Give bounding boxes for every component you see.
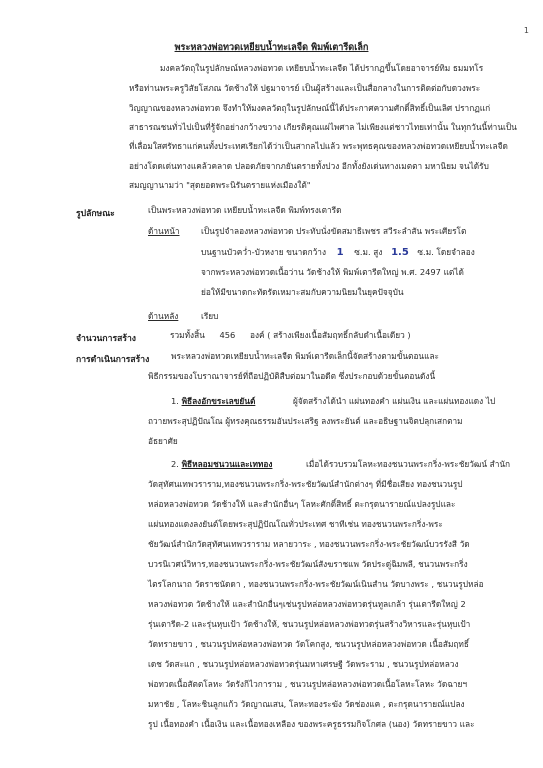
document-title: พระหลวงพ่อทวดเหยียบน้ำทะเลจืด พิมพ์เตารีดเล็ก [174,43,369,53]
front-line-1: เป็นรูปจำลองหลวงพ่อทวด ประทับนั่งขัดสมาธิเพชร สวีระลำสัน พระเศียรโต [201,226,467,236]
back-label: ด้านหลัง [148,311,179,321]
step1-number: 1. [171,396,179,406]
step1-title: พิธีลงอักขระเลขยันต์ [181,396,256,406]
step2-number: 2. [171,459,179,469]
intro-line-4: สาธารณชนทั่วไปเป็นที่รู้จักอย่างกว้างขวาง เกียรติคุณแผ่ไพศาล ไม่เพียงแต่ชาวไทยเท่านั้น ในทุกวันนี้ท่านเป็น [129,122,517,132]
intro-line-2: หรือท่านพระครูวิสัยโสภณ วัดช้างให้ ปฐมาจารย์ เป็นผู้สร้างและเป็นสื่อกลางในการติดต่อกับดวงพระ [129,83,481,93]
process-label: การดำเนินการสร้าง [76,355,150,365]
step1-line-2: ถวายพระสุปฏิปัณโณ ผู้ทรงคุณธรรมอันประเสริฐ ลงพระยันต์ และอธิษฐานจิตปลุกเสกตาม [148,416,463,426]
step2-line-13: มหาชัย , โลหะชินลูกแก้ว วัดญาณเสน, โลหะทองระฆัง วัดช่องแค , ตะกรุดนารายณ์แปลง [148,699,465,709]
front-line-3: จากพระหลวงพ่อทวดเนื้อว่าน วัดช้างให้ พิมพ์เตารีดใหญ่ พ.ศ. 2497 แต่ได้ [201,267,464,277]
step1-line-3: อัธยาศัย [148,436,178,446]
step2-line-3: หล่อหลวงพ่อทวด วัดช้างให้ และสำนักอื่นๆ โลหะศักดิ์สิทธิ์ ตะกรุดนารายณ์แปลงรูปและ [148,499,456,509]
step2-heading [171,455,272,475]
intro-line-3: วิญญาณของหลวงพ่อทวด จึงทำให้มงคลวัตถุในรูปลักษณ์นี้ได้ประกาศความศักดิ์สิทธิ์เป็นเลิศ ปรากฏแก่ [129,103,491,113]
step1-heading [171,392,255,412]
intro-line-6: อย่างโดดเด่นทางแคล้วคลาด ปลอดภัยจากภยันตรายทั้งปวง อีกทั้งยังเด่นทางเมตตา มหานิยม จนได้รับ [129,161,489,171]
process-line-1: พระหลวงพ่อทวดเหยียบน้ำทะเลจืด พิมพ์เตารีดเล็กนี้จัดสร้างตามขั้นตอนและ [171,351,439,361]
step2-line-7: ไตรโลกนาถ วัดราชนัดดา , ทองชนวนพระกริ่ง-พระชัยวัฒน์เนินสำน วัดบางพระ , ชนวนรูปหล่อ [148,579,484,589]
quantity-value: 456 [219,330,236,340]
step2-line-2: วัดสุทัศนเทพวราราม,ทองชนวนพระกริ่ง-พระชัยวัฒน์สำนักต่างๆ ที่มีชื่อเสียง ทองชนวนรูป [148,479,463,489]
step2-line-5: ชัยวัฒน์สำนักวัดสุทัศนเทพวราราม หลายวาระ , ทองชนวนพระกริ่ง-พระชัยวัฒน์บวรรังสี วัด [148,539,470,549]
intro-line-1: มงคลวัตถุในรูปลักษณ์หลวงพ่อทวด เหยียบน้ำทะเลจืด ได้ปรากฏขึ้นโดยอาจารย์ทิม ธมมทโร [160,63,484,73]
quantity-suffix: องค์ ( สร้างเพียงเนื้อสัมฤทธิ์กลับดำเนื้อเดียว ) [249,330,411,340]
form-text: เป็นพระหลวงพ่อทวด เหยียบน้ำทะเลจืด พิมพ์ทรงเตารีด [148,205,342,215]
step2-title: พิธีหลอมชนวนและเททอง [181,459,273,469]
step2-line-4: แผ่นทองแดงลงยันต์โดยพระสุปฏิปัณโณทั่วประเทศ ชาทีเช่น ทองชนวนพระกริ่ง-พระ [148,519,443,529]
quantity-label: จำนวนการสร้าง [76,334,136,344]
front-line-2-unit-a: ซ.ม. สูง [354,247,383,257]
step2-line-14: รูป เนื้อทองคำ เนื้อเงิน และเนื้อทองเหลือง ของพระครูธรรมกิจโกศล (นอง) วัดทรายขาว และ [148,719,475,729]
front-line-2-unit-b: ซ.ม. โดยจำลอง [417,247,475,257]
step2-line-11: เดช วัดสะแก , ชนวนรูปหล่อหลวงพ่อทวดรุ่นมหาเศรษฐี วัดพระราม , ชนวนรูปหล่อหลวง [148,659,459,669]
height-value: 1.5 [391,247,409,258]
step2-line-8: หลวงพ่อทวด วัดช้างให้ และสำนักอื่นๆเช่นรูปหล่อหลวงพ่อทวดรุ่นทูลเกล้า รุ่นเตารีดใหญ่ 2 [148,599,466,609]
front-line-2-text: บนฐานบัวคว่ำ-บัวหงาย ขนาดกว้าง [201,247,327,257]
form-label: รูปลักษณะ [76,209,115,219]
process-line-2: พิธีกรรมของโบราณาจารย์ที่ถือปฏิบัติสืบต่อมาในอดีต ซึ่งประกอบด้วยขั้นตอนดังนี้ [148,371,436,381]
step2-line-6: บวรนิเวศน์วิหาร,ทองชนวนพระกริ่ง-พระชัยวัฒน์สังฆราชแพ วัดประดู่ฉิมพลี, ชนวนพระกริ่ง [148,559,468,569]
step2-line-9: รุ่นเตารีด-2 และรุ่นหุบเป้า วัดช้างให้, ชนวนรูปหล่อหลวงพ่อทวดรุ่นสร้างวิหารและรุ่นหุบเป้า [148,619,471,629]
step2-line-12: พ่อทวดเนื้อสัตตโลหะ วัดรังกิไวการาม , ชนวนรูปหล่อหลวงพ่อทวดเนื้อโลหะโลหะ วัดฉายฯ [148,679,468,689]
front-line-2 [201,243,475,263]
page-number: 1 [523,26,529,35]
step2-line-1: เมื่อได้รวบรวมโลหะทองชนวนพระกริ่ง-พระชัยวัฒน์ สำนัก [306,459,511,469]
back-text: เรียบ [201,311,219,321]
quantity-prefix: รวมทั้งสิ้น [170,330,205,340]
width-value: 1 [336,247,344,258]
front-line-4: ย่อให้มีขนาดกะทัดรัดเหมาะสมกับความนิยมในยุคปัจจุบัน [201,287,404,297]
quantity-line [170,326,411,346]
intro-line-7: สมญญานามว่า "สุดยอดพระนิรันตรายแห่งเมืองใต้" [129,180,311,190]
intro-line-5: ที่เลื่อมใสศรัทธาแก่คนทั้งประเทศเรียกได้ว่าเป็นสากลไปแล้ว พระพุทธคุณของหลวงพ่อทวดเหยียบน้ำทะเลจืด [129,141,508,151]
step1-line-1: ผู้จัดสร้างได้นำ แผ่นทองคำ แผ่นเงิน และแผ่นทองแดง ไป [293,396,496,406]
front-label: ด้านหน้า [148,226,180,236]
step2-line-10: วัดทรายขาว , ชนวนรูปหล่อหลวงพ่อทวด วัดโคกสูง, ชนวนรูปหล่อหลวงพ่อทวด เนื้อสัมฤทธิ์ [148,639,469,649]
